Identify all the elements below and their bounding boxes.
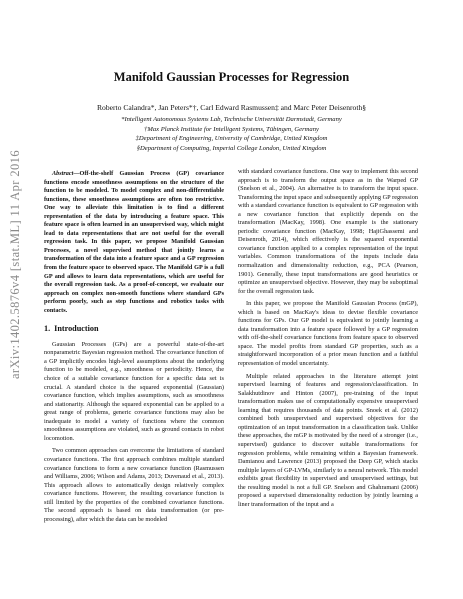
left-column xyxy=(44,170,224,528)
affiliation: *Intelligent Autonomous Systems Lab, Technische Universität Darmstadt, Germany xyxy=(121,116,342,123)
affiliations xyxy=(0,115,463,153)
author-list: Roberto Calandra*, Jan Peters*†, Carl Edward Rasmussen‡ and Marc Peter Deisenroth§ xyxy=(96,103,367,112)
abstract xyxy=(44,170,224,315)
paper-title: Manifold Gaussian Processes for Regression xyxy=(113,70,350,84)
section-title: Introduction xyxy=(54,324,99,334)
paragraph: with standard covariance functions. One way to implement this second approach is to transform the output space as in the Warped GP (Snelson et al., 2004). An alternative is to transform the input space. Transforming the input space and subsequently applying GP regression with a standard covariance function is equivalent to GP regression with a new covariance function that explicitly depends on the transformation (MacKay, 1998). One example is the stationary periodic covariance function (MacKay, 1998; HajiGhassemi and Deisenroth, 2014), which effectively is the squared exponential covariance function applied to a complex representation of the input variables. Common transformations of the inputs include data normalization and dimensionality reduction, e.g., PCA (Pearson, 1901). Generally, these input transformations are good heuristics or optimize an unsupervised objective. However, they may be suboptimal for the overall regression task. xyxy=(238,168,418,295)
paragraph: In this paper, we propose the Manifold Gaussian Process (mGP), which is based on MacKay's ideas to devise flexible covariance functions for GPs. Our GP model is equivalent to jointly learning a data transformation into a feature space followed by a GP regression with off-the-shelf covariance functions from feature space to observed space. The model profits from standard GP properties, such as a straightforward incorporation of a prior mean function and a faithful representation of model uncertainty. xyxy=(238,300,418,368)
paragraph: Multiple related approaches in the literature attempt joint supervised learning of features and regression/classification. In Salakhutdinov and Hinton (2007), pre-training of the input transformation makes use of computationally expensive unsupervised learning that requires thousands of data points. Snoek et al. (2012) combined both unsupervised and supervised objectives for the optimization of an input transformation in a classification task. Unlike these approaches, the mGP is motivated by the need of a stronger (i.e., supervised) guidance to discover suitable transformations for regression problems, while remaining within a Bayesian framework. Damianou and Lawrence (2013) proposed the Deep GP, which stacks multiple layers of GP-LVMs, similarly to a neural network. This model exhibits great flexibility in supervised and unsupervised settings, but the resulting model is not a full GP. Snelson and Ghahramani (2006) proposed a supervised dimensionality reduction by jointly learning a liner transformation of the input and a xyxy=(238,372,418,508)
paragraph: Two common approaches can overcome the limitations of standard covariance functions. The first approach combines multiple standard covariance functions to form a new covariance function (Rasmussen and Williams, 2006; Wilson and Adams, 2013; Duvenaud et al., 2013). This approach allows to automatically design relatively complex covariance functions. However, the resulting covariance function is still limited by the properties of the combined covariance functions. The second approach is based on data transformation (or pre-processing), after which the data can be modeled xyxy=(44,447,224,523)
paragraph: Gaussian Processes (GPs) are a powerful state-of-the-art nonparametric Bayesian regression method. The covariance function of a GP implicitly encodes high-level assumptions about the underlying function to be modeled, e.g., smoothness or periodicity. Hence, the choice of a suitable covariance function for a specific data set is crucial. A standard choice is the squared exponential (Gaussian) covariance function, which implies assumptions, such as smoothness and stationarity. Although the squared exponential can be applied to a great range of problems, generic covariance functions may also be inadequate to model a variety of functions where the common smoothness assumptions are violated, such as ground contacts in robot locomotion. xyxy=(44,340,224,442)
affiliation: §Department of Computing, Imperial College London, United Kingdom xyxy=(136,144,327,152)
section-number: 1. xyxy=(44,324,51,334)
right-column xyxy=(238,168,418,513)
section-heading xyxy=(44,325,224,334)
abstract-label: Abstract xyxy=(52,170,74,177)
abstract-text: —Off-the-shelf Gaussian Process (GP) covariance functions encode smoothness assumptions on the structure of the function to be modeled. To model complex and non-differentiable functions, these smoothness assumptions are often too restrictive. One way to alleviate this limitation is to find a different representation of the data by introducing a feature space. This feature space is often learned in an unsupervised way, which might lead to data representations that are not useful for the overall regression task. In this paper, we propose Manifold Gaussian Processes, a novel supervised method that jointly learns a transformation of the data into a feature space and a GP regression from the feature space to observed space. The Manifold GP is a full GP and allows to learn data representations, which are useful for the overall regression task. As a proof-of-concept, we evaluate our approach on complex non-smooth functions where standard GPs perform poorly, such as step functions and robotics tasks with contacts. xyxy=(44,170,224,314)
affiliation: †Max Planck Institute for Intelligent Systems, Tübingen, Germany xyxy=(144,125,319,133)
affiliation: ‡Department of Engineering, University of Cambridge, United Kingdom xyxy=(135,135,328,143)
